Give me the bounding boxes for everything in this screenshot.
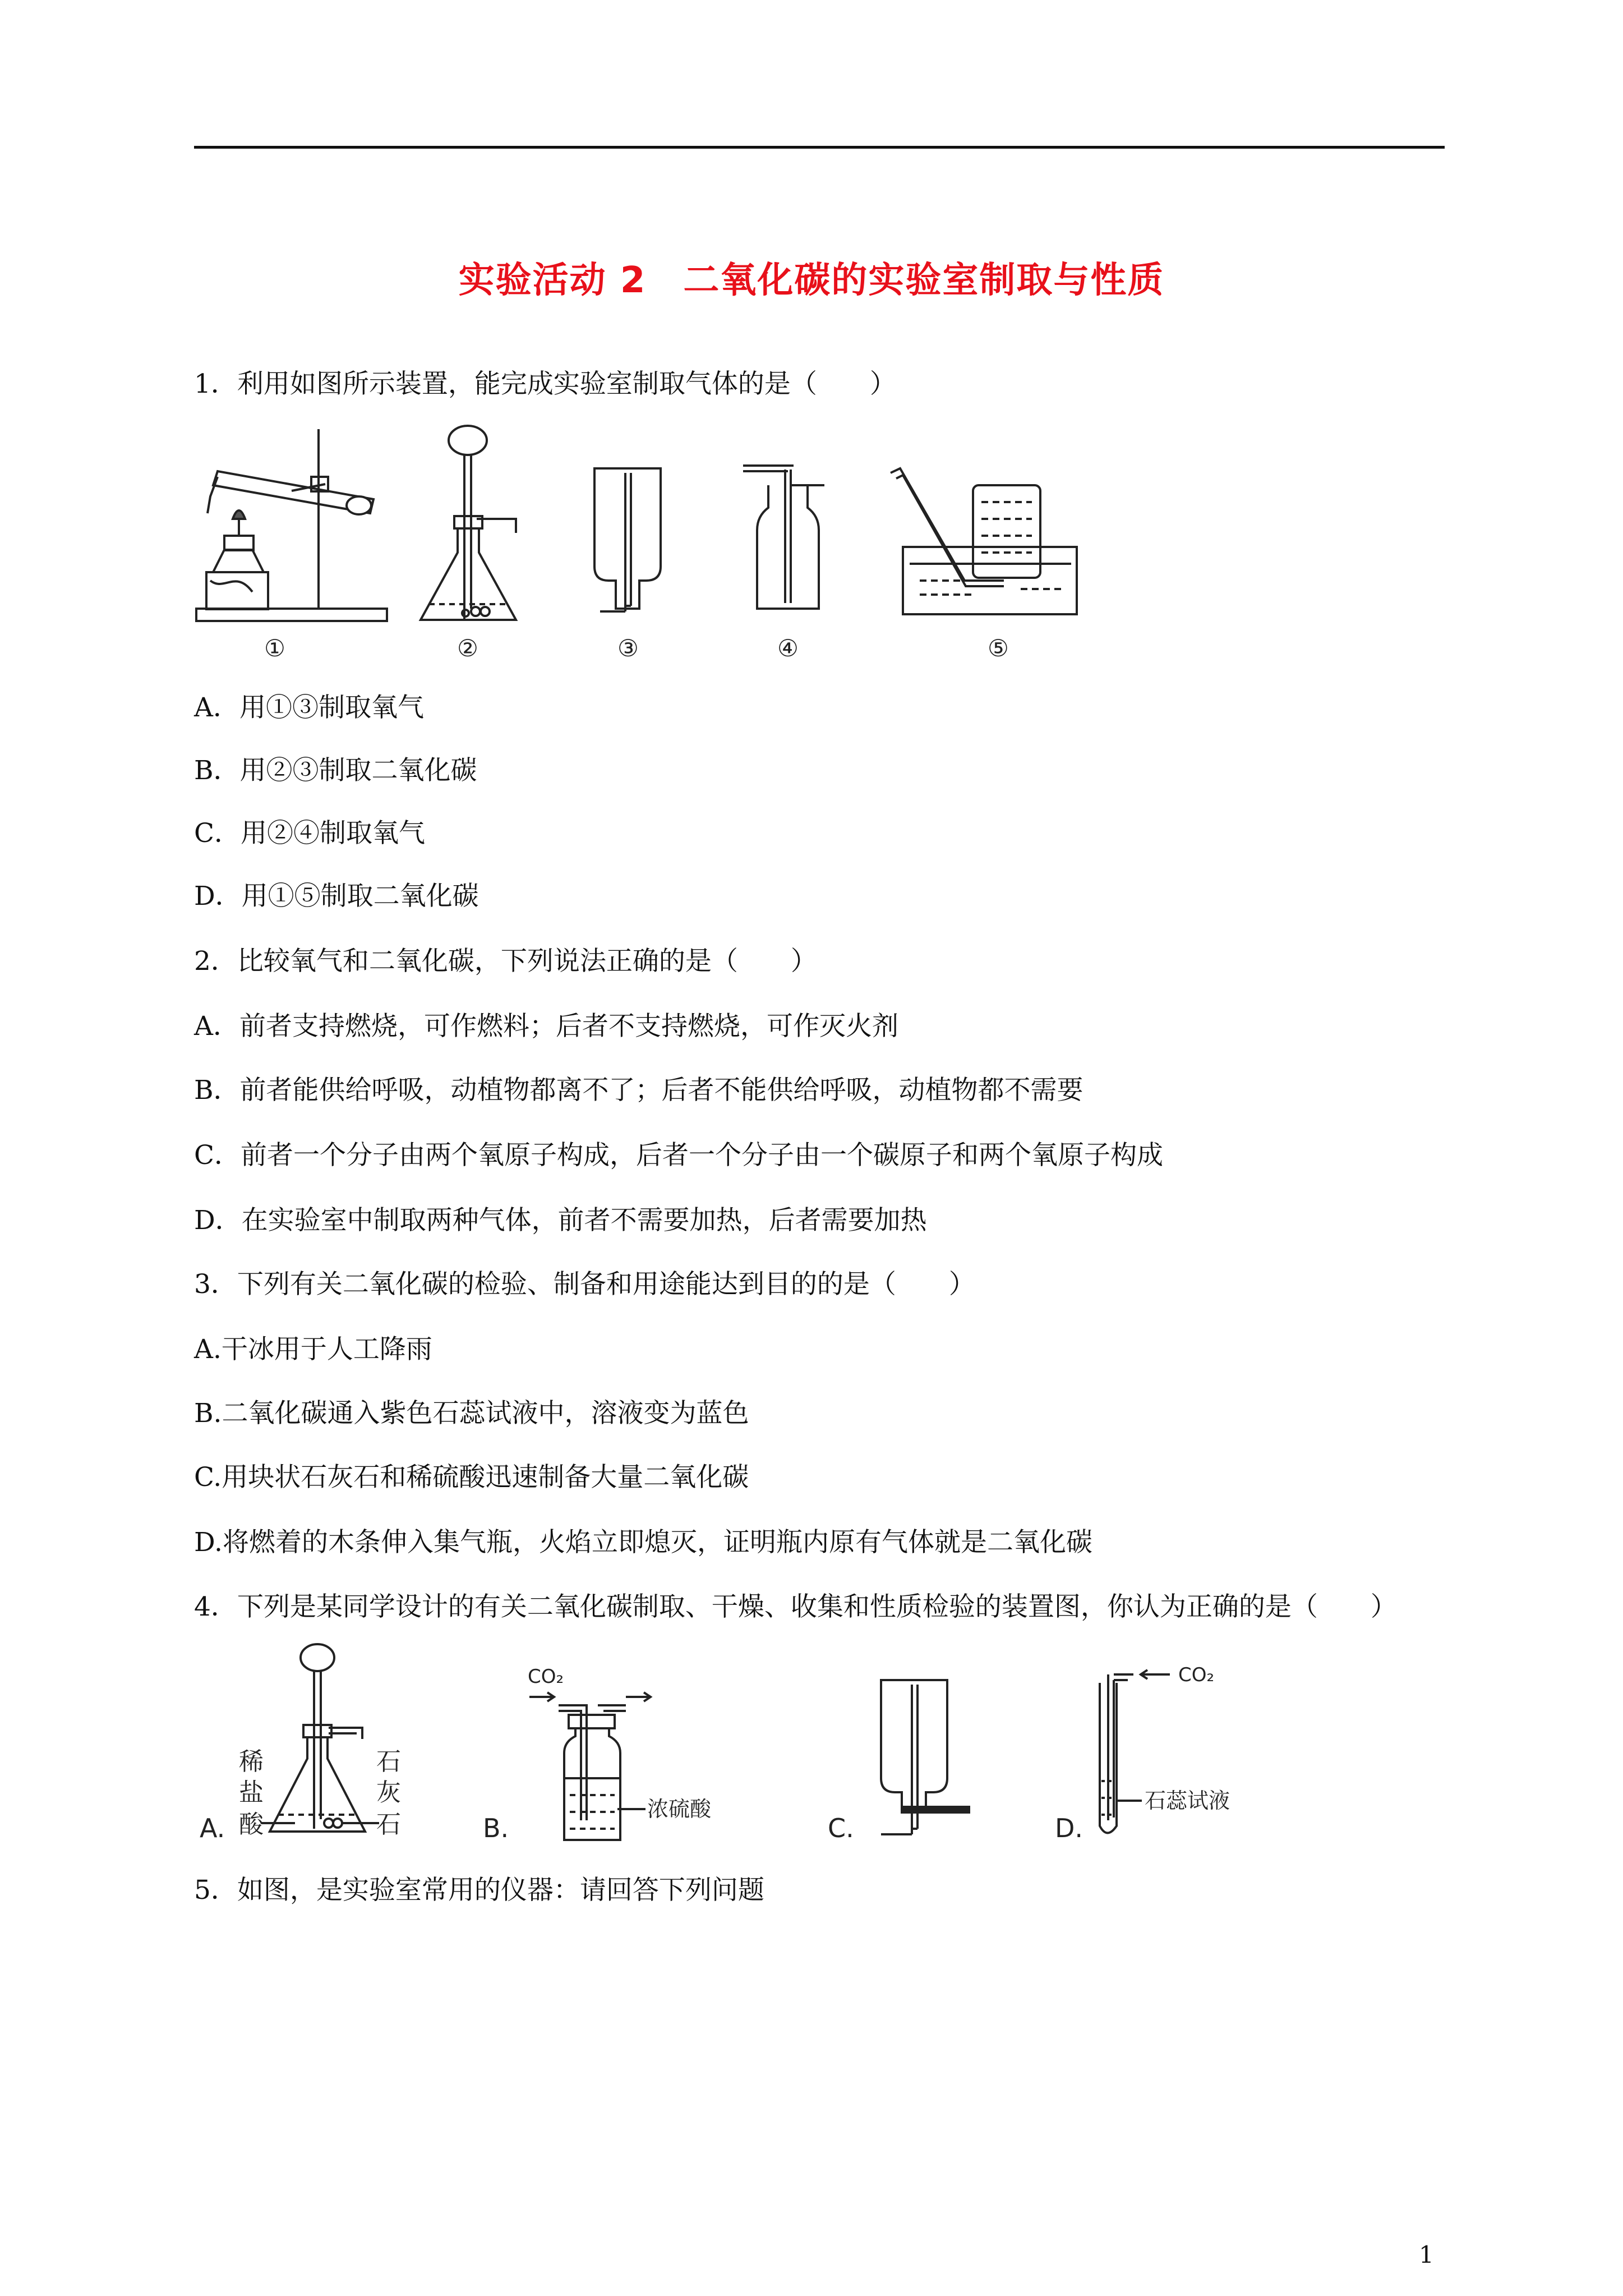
q3-option-d: D.将燃着的木条伸入集气瓶，火焰立即熄灭，证明瓶内原有气体就是二氧化碳 xyxy=(194,1527,1092,1558)
q4-a-label-yan: 盐 xyxy=(239,1778,264,1807)
q4-option-d-letter: D. xyxy=(1055,1813,1083,1843)
q4-a-label-suan: 酸 xyxy=(239,1810,264,1839)
q3-option-b: B.二氧化碳通入紫色石蕊试液中，溶液变为蓝色 xyxy=(194,1398,749,1429)
q1-option-d: D．用①⑤制取二氧化碳 xyxy=(194,881,479,912)
q1-stem: 1．利用如图所示装置，能完成实验室制取气体的是（ ） xyxy=(194,369,896,399)
header-rule xyxy=(194,146,1445,149)
q4-a-label-xi: 稀 xyxy=(239,1747,264,1776)
q4-option-a-letter: A. xyxy=(200,1813,225,1843)
page-number: 1 xyxy=(1419,2241,1434,2269)
apparatus-1-heating-tube xyxy=(196,429,387,621)
q3-stem: 3．下列有关二氧化碳的检验、制备和用途能达到目的的是（ ） xyxy=(194,1269,975,1300)
q1-option-b: B．用②③制取二氧化碳 xyxy=(194,755,477,786)
q4-option-b-letter: B. xyxy=(483,1813,509,1843)
apparatus-2-label: ② xyxy=(457,634,478,662)
page-title: 实验活动 2 二氧化碳的实验室制取与性质 xyxy=(458,260,1165,301)
q2-option-a: A．前者支持燃烧，可作燃料；后者不支持燃烧，可作灭火剂 xyxy=(194,1011,898,1042)
q4-figures xyxy=(194,1641,1271,1854)
q2-stem: 2．比较氧气和二氧化碳，下列说法正确的是（ ） xyxy=(194,946,817,977)
q3-option-c: C.用块状石灰石和稀硫酸迅速制备大量二氧化碳 xyxy=(194,1462,749,1493)
q4-a-flask-apparatus xyxy=(261,1644,379,1832)
q4-d-liquid-label: 石蕊试液 xyxy=(1145,1788,1230,1813)
apparatus-3-label: ③ xyxy=(617,634,639,662)
q4-d-gas-label: CO₂ xyxy=(1178,1664,1215,1686)
q4-a-label-shi2: 石 xyxy=(376,1810,401,1839)
q4-option-c-letter: C. xyxy=(828,1813,854,1843)
apparatus-2-conical-flask xyxy=(421,426,516,620)
q2-option-b: B．前者能供给呼吸，动植物都离不了；后者不能供给呼吸，动植物都不需要 xyxy=(194,1075,1083,1106)
q4-b-liquid-label: 浓硫酸 xyxy=(647,1797,712,1821)
apparatus-4-label: ④ xyxy=(777,634,799,662)
q4-stem: 4．下列是某同学设计的有关二氧化碳制取、干燥、收集和性质检验的装置图，你认为正确的是（ ） xyxy=(194,1591,1397,1622)
q4-a-label-shi: 石 xyxy=(376,1747,401,1776)
q2-option-c: C．前者一个分子由两个氧原子构成，后者一个分子由一个碳原子和两个氧原子构成 xyxy=(194,1140,1163,1171)
q5-stem: 5．如图，是实验室常用的仪器：请回答下列问题 xyxy=(194,1875,764,1906)
apparatus-4-gas-jar-up xyxy=(743,466,824,609)
apparatus-3-gas-jar-down xyxy=(594,468,661,611)
apparatus-5-water-trough xyxy=(891,468,1077,614)
q1-apparatus-figure xyxy=(191,424,1099,670)
q4-c-gas-jar xyxy=(881,1680,969,1834)
apparatus-1-label: ① xyxy=(264,634,285,662)
q3-option-a: A.干冰用于人工降雨 xyxy=(194,1334,432,1365)
q4-b-gas-label: CO₂ xyxy=(528,1665,564,1688)
apparatus-5-label: ⑤ xyxy=(988,634,1009,662)
q4-a-label-hui: 灰 xyxy=(376,1778,401,1807)
q1-option-a: A．用①③制取氧气 xyxy=(194,692,424,723)
q4-b-wash-bottle xyxy=(529,1692,651,1840)
q1-option-c: C．用②④制取氧气 xyxy=(194,818,425,849)
q2-option-d: D．在实验室中制取两种气体，前者不需要加热，后者需要加热 xyxy=(194,1205,927,1236)
